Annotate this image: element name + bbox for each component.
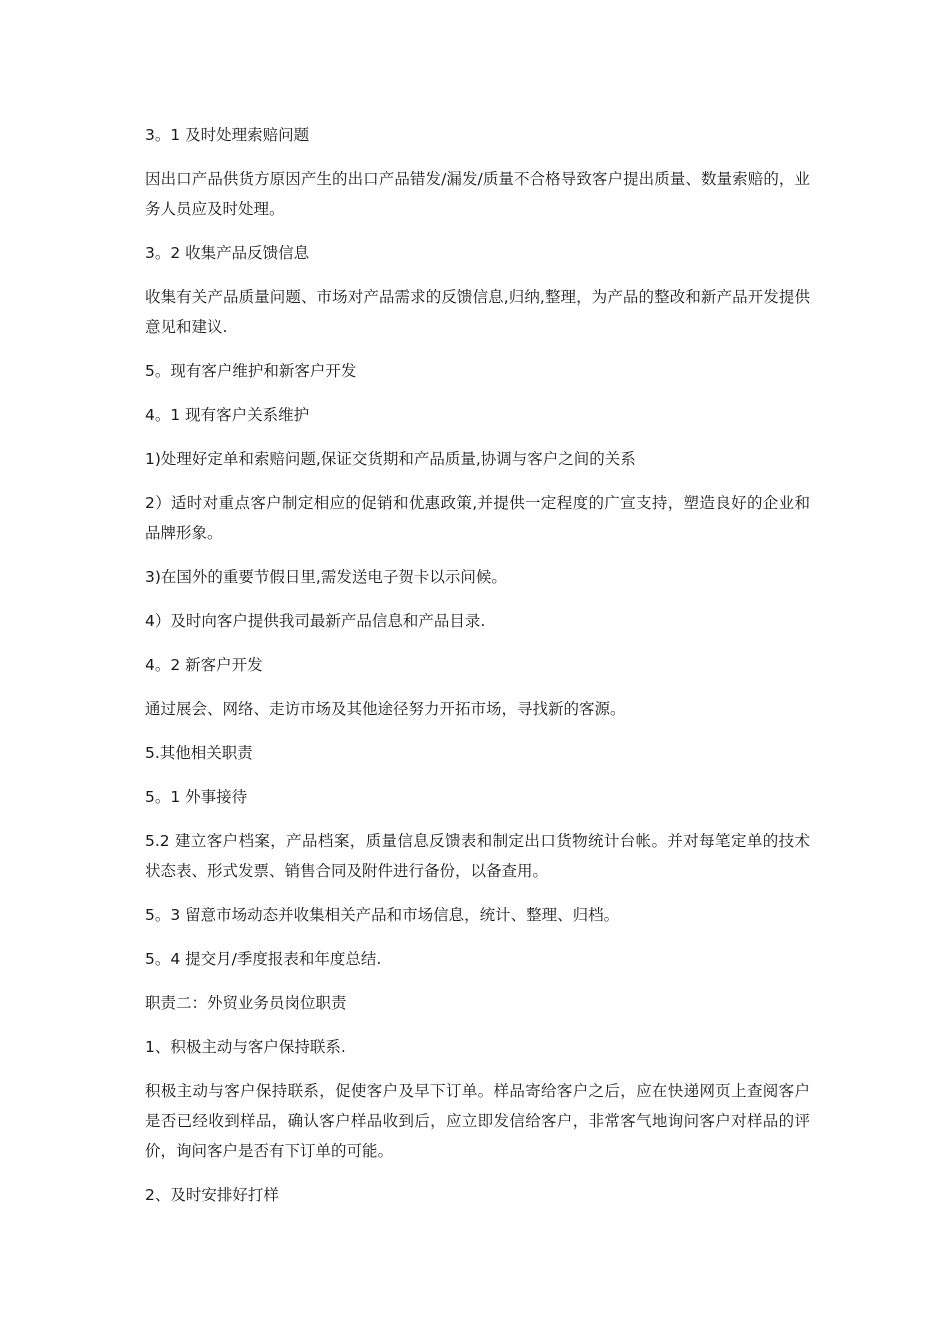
section-title-duty-two: 职责二：外贸业务员岗位职责: [145, 994, 347, 1012]
heading-other-duties: 5.其他相关职责: [145, 744, 253, 762]
heading-3-2: 3。2 收集产品反馈信息: [145, 244, 310, 262]
document-body: [145, 120, 810, 1224]
paragraph-contact-clients: 积极主动与客户保持联系，促使客户及早下订单。样品寄给客户之后，应在快递网页上查阅客户是否已经收到样品，确认客户样品收到后，应立即发信给客户，非常客气地询问客户对样品的评价，询问客户是否有下订单的可能。: [145, 1082, 810, 1160]
paragraph-5-4: 5。4 提交月/季度报表和年度总结.: [145, 950, 382, 968]
heading-5-1: 5。1 外事接待: [145, 788, 248, 806]
paragraph-5-2: 5.2 建立客户档案，产品档案，质量信息反馈表和制定出口货物统计台帐。并对每笔定单的技术状态表、形式发票、销售合同及附件进行备份，以备查用。: [145, 832, 810, 880]
paragraph-feedback: 收集有关产品质量问题、市场对产品需求的反馈信息,归纳,整理，为产品的整改和新产品开发提供意见和建议.: [145, 288, 810, 336]
list-item-1: 1)处理好定单和索赔问题,保证交货期和产品质量,协调与客户之间的关系: [145, 450, 636, 468]
paragraph-new-clients: 通过展会、网络、走访市场及其他途径努力开拓市场，寻找新的客源。: [145, 700, 626, 718]
list-item-2: 2）适时对重点客户制定相应的促销和优惠政策,并提供一定程度的广宣支持，塑造良好的企业和品牌形象。: [145, 494, 810, 542]
list-item-4: 4）及时向客户提供我司最新产品信息和产品目录.: [145, 612, 486, 630]
paragraph-5-3: 5。3 留意市场动态并收集相关产品和市场信息，统计、整理、归档。: [145, 906, 620, 924]
heading-5: 5。现有客户维护和新客户开发: [145, 362, 357, 380]
heading-item-1: 1、积极主动与客户保持联系.: [145, 1038, 346, 1056]
heading-4-2: 4。2 新客户开发: [145, 656, 263, 674]
heading-3-1: 3。1 及时处理索赔问题: [145, 126, 310, 144]
list-item-3: 3)在国外的重要节假日里,需发送电子贺卡以示问候。: [145, 568, 507, 586]
paragraph-claims: 因出口产品供货方原因产生的出口产品错发/漏发/质量不合格导致客户提出质量、数量索赔的，业务人员应及时处理。: [145, 170, 810, 218]
heading-item-2: 2、及时安排好打样: [145, 1186, 279, 1204]
heading-4-1: 4。1 现有客户关系维护: [145, 406, 310, 424]
